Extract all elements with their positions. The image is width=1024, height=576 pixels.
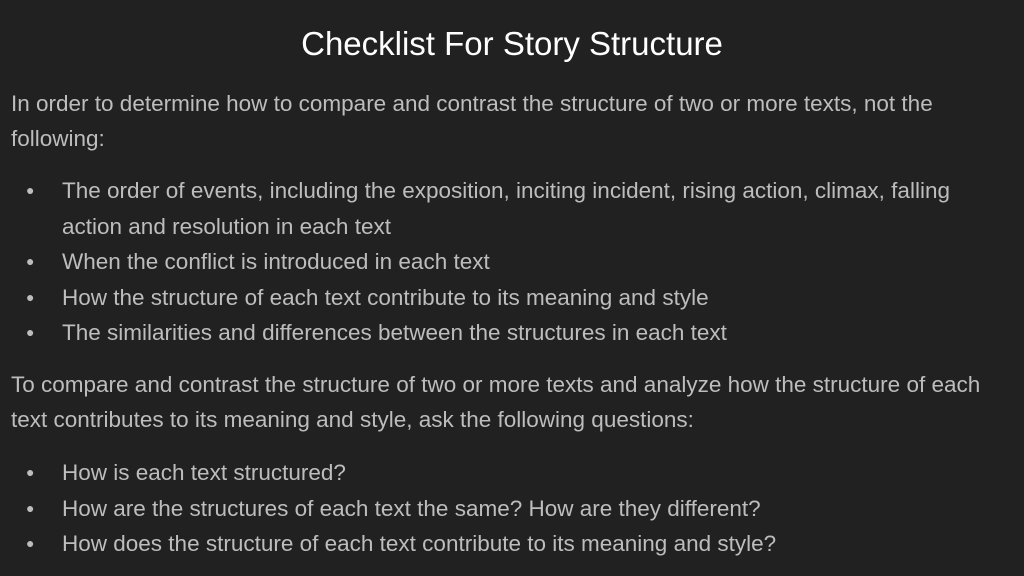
checklist-item	[0, 244, 1010, 280]
question-item	[0, 455, 1010, 491]
questions-list	[0, 455, 1010, 562]
bullet-icon: ●	[26, 253, 35, 269]
checklist-item-text: The order of events, including the exposition, inciting incident, rising action, climax, falling action and resolution in each text	[62, 178, 950, 239]
slide-title: Checklist For Story Structure	[301, 25, 723, 62]
bullet-icon: ●	[26, 288, 35, 305]
bullet-icon: ●	[26, 535, 35, 551]
bullet-icon: ●	[26, 324, 35, 340]
checklist-list	[0, 173, 1010, 351]
intro-paragraph: In order to determine how to compare and contrast the structure of two or more texts, not the following:	[11, 91, 933, 151]
question-item-text: How are the structures of each text the same? How are they different?	[62, 495, 761, 521]
question-item-text: How is each text structured?	[62, 460, 346, 485]
question-item	[0, 526, 1010, 562]
bullet-icon: ●	[26, 464, 35, 480]
question-item	[0, 491, 1010, 527]
bullet-icon: ●	[26, 499, 35, 516]
checklist-item	[0, 315, 1010, 351]
checklist-item-text: How the structure of each text contribute to its meaning and style	[62, 284, 709, 310]
bullet-icon: ●	[26, 182, 35, 198]
checklist-item-text: The similarities and differences between the structures in each text	[62, 320, 727, 345]
checklist-item-text: When the conflict is introduced in each text	[62, 249, 490, 274]
checklist-item	[0, 173, 1010, 244]
question-item-text: How does the structure of each text contribute to its meaning and style?	[62, 531, 777, 556]
checklist-item	[0, 280, 1010, 316]
instruction-paragraph: To compare and contrast the structure of two or more texts and analyze how the structure of each text contributes to its meaning and style, ask the following questions:	[11, 372, 981, 432]
